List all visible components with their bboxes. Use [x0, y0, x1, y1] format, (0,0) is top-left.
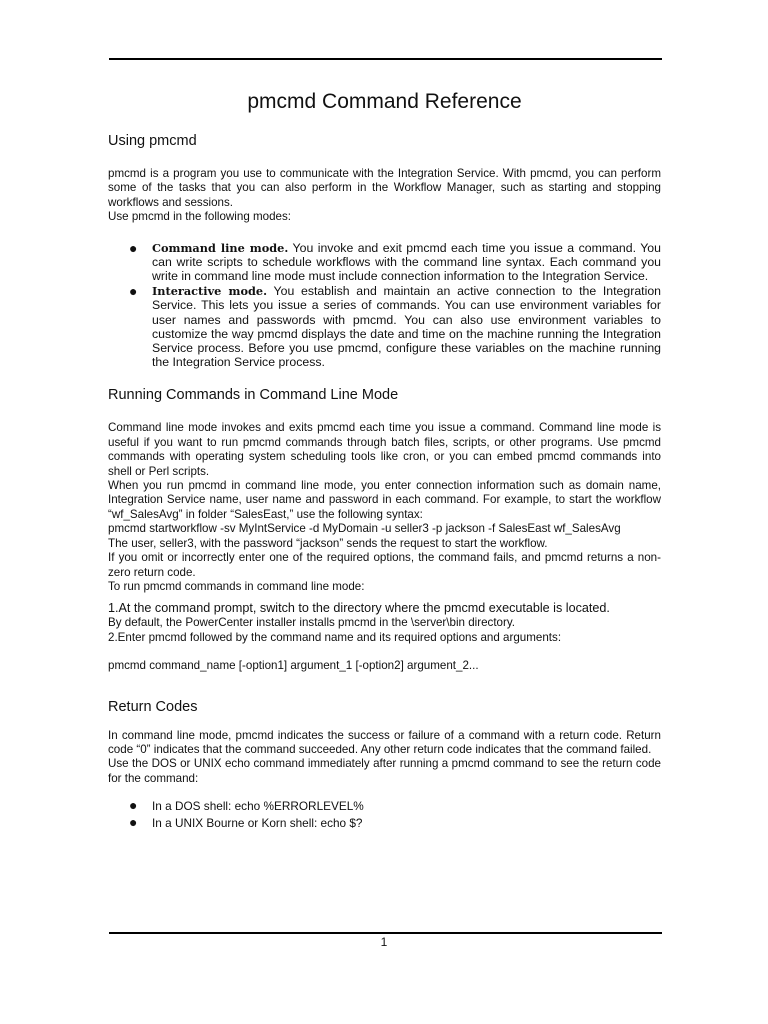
return-codes-paragraph-1: In command line mode, pmcmd indicates the success or failure of a command with a return code. Return code “0” indicates that the command succeeded. Any other return code indicates that the command failed. — [108, 728, 661, 756]
shell-list — [108, 798, 661, 832]
bullet-icon: ● — [129, 814, 138, 831]
bullet-icon: ● — [129, 283, 138, 300]
page-title: pmcmd Command Reference — [247, 90, 522, 113]
list-item — [108, 241, 661, 284]
using-intro-paragraph: pmcmd is a program you use to communicate with the Integration Service. With pmcmd, you can perform some of the tasks that you can also perform in the Workflow Manager, such as starting and stopping workflows and sessions. — [108, 167, 661, 209]
list-item-lead: Command line mode. — [152, 240, 289, 255]
footer-rule — [109, 932, 662, 934]
header-rule — [109, 58, 662, 60]
running-syntax-example: pmcmd startworkflow -sv MyIntService -d MyDomain -u seller3 -p jackson -f SalesEast wf_SalesAvg — [108, 522, 621, 536]
return-codes-paragraph-2: Use the DOS or UNIX echo command immediately after running a pmcmd command to see the return code for the command: — [108, 757, 661, 785]
page-number: 1 — [380, 935, 388, 949]
using-modes-intro: Use pmcmd in the following modes: — [108, 210, 292, 224]
list-item-text: You invoke and exit pmcmd each time you issue a command. You can write scripts to schedule workflows with the command line syntax. Each command you write in command line mode must include connection information to the Integration Service. — [152, 240, 661, 284]
list-item — [108, 798, 661, 815]
bullet-icon: ● — [129, 239, 138, 256]
modes-list — [108, 241, 661, 370]
running-paragraph-6: To run pmcmd commands in command line mode: — [108, 579, 365, 593]
running-paragraph-4: The user, seller3, with the password “jackson” sends the request to start the workflow. — [108, 536, 548, 550]
running-paragraph-1: Command line mode invokes and exits pmcmd each time you issue a command. Command line mode is useful if you want to run pmcmd commands through batch files, scripts, or other programs. Use pmcmd commands with operating system scheduling tools like cron, or you can embed pmcmd commands into shell or Perl scripts. — [108, 421, 661, 478]
step-2: 2.Enter pmcmd followed by the command name and its required options and arguments: — [108, 630, 562, 644]
step-1: 1.At the command prompt, switch to the directory where the pmcmd executable is located. — [108, 601, 610, 616]
section-heading-return-codes: Return Codes — [108, 698, 198, 715]
list-item-text: In a UNIX Bourne or Korn shell: echo $? — [152, 816, 363, 831]
list-item — [108, 815, 661, 832]
page-body — [108, 88, 661, 832]
section-heading-using-pmcmd: Using pmcmd — [108, 133, 197, 149]
list-item-text: In a DOS shell: echo %ERRORLEVEL% — [152, 799, 364, 814]
list-item-lead: Interactive mode. — [152, 284, 268, 299]
bullet-icon: ● — [129, 797, 138, 814]
command-syntax: pmcmd command_name [-option1] argument_1 [-option2] argument_2... — [108, 659, 479, 673]
running-paragraph-2: When you run pmcmd in command line mode, you enter connection information such as domain name, Integration Service name, user name and password in each command. For example, to start the workflow “wf_SalesAvg” in folder “SalesEast,” use the following syntax: — [108, 479, 661, 521]
running-paragraph-5: If you omit or incorrectly enter one of the required options, the command fails, and pmcmd returns a non-zero return code. — [108, 551, 661, 579]
step-1-note: By default, the PowerCenter installer installs pmcmd in the \server\bin directory. — [108, 616, 516, 630]
section-heading-running-commands: Running Commands in Command Line Mode — [108, 387, 399, 404]
list-item — [108, 284, 661, 369]
list-item-text: You establish and maintain an active connection to the Integration Service. This lets you issue a series of commands. You can use environment variables for user names and passwords with pmcmd. You can also use environment variables to customize the way pmcmd displays the date and time on the machine running the Integration Service process. Before you use pmcmd, configure these variables on the machine running the Integration Service process. — [152, 284, 661, 370]
